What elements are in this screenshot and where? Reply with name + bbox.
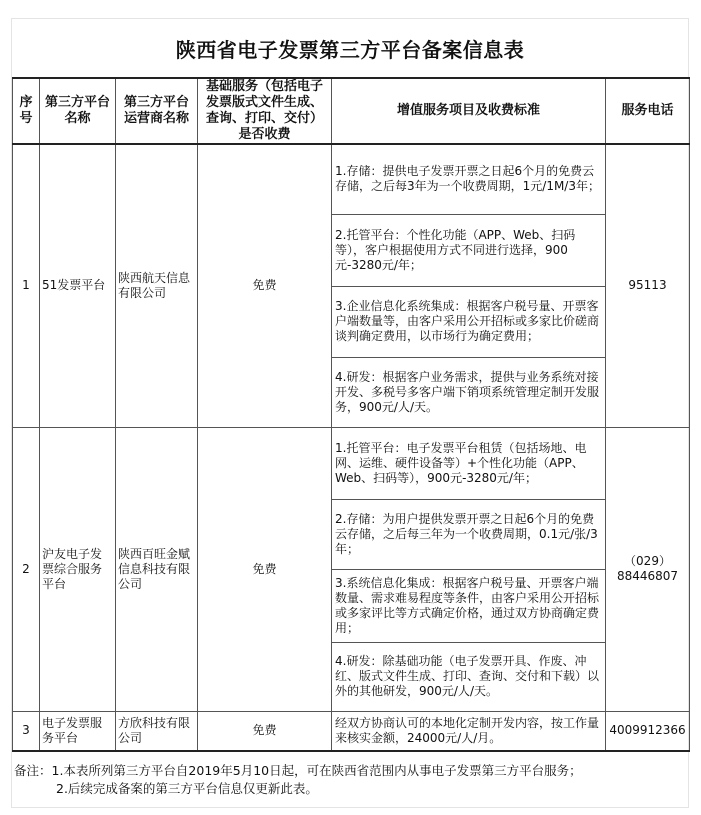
service-item: 2.托管平台：个性化功能（APP、Web、扫码等），客户根据使用方式不同进行选择，900元-3280元/年；	[332, 214, 606, 286]
phone-cell: 95113	[606, 144, 690, 427]
seq-cell: 1	[13, 144, 40, 427]
service-item: 4.研发：根据客户业务需求，提供与业务系统对接开发、多税号多客户端下销项系统管理定制开发服务，900元/人/天。	[332, 357, 606, 427]
operator-cell: 陕西百旺金赋信息科技有限公司	[116, 427, 198, 711]
seq-cell: 3	[13, 711, 40, 751]
basic-fee-cell: 免费	[198, 144, 332, 427]
service-item: 3.系统信息化集成：根据客户税号量、开票客户端数量、需求难易程度等条件，由客户采用公开招标或多家评比等方式确定价格，通过双方协商确定费用；	[332, 569, 606, 642]
page-title: 陕西省电子发票第三方平台备案信息表	[175, 37, 525, 62]
phone-cell	[606, 427, 690, 711]
operator-cell: 陕西航天信息有限公司	[116, 144, 198, 427]
header-seq: 序号	[13, 78, 40, 144]
basic-fee-cell: 免费	[198, 427, 332, 711]
note-line: 2.后续完成备案的第三方平台信息仅更新此表。	[56, 781, 318, 796]
header-phone: 服务电话	[606, 78, 690, 144]
service-item: 1.托管平台：电子发票平台租赁（包括场地、电网、运维、硬件设备等）+个性化功能（APP、Web、扫码等），900元-3280元/年；	[332, 427, 606, 499]
service-item: 1.存储：提供电子发票开票之日起6个月的免费云存储，之后每3年为一个收费周期，1元/1M/3年；	[332, 144, 606, 214]
service-item: 4.研发：除基础功能（电子发票开具、作废、冲红、版式文件生成、打印、查询、交付和下载）以外的其他研发，900元/人/天。	[332, 642, 606, 711]
note-line: 备注：1.本表所列第三方平台自2019年5月10日起，可在陕西省范围内从事电子发票第三方平台服务；	[14, 763, 582, 778]
header-services: 增值服务项目及收费标准	[332, 78, 606, 144]
phone-line: （029）	[624, 554, 671, 568]
table-row	[13, 427, 690, 499]
notes	[14, 762, 582, 798]
platform-table	[12, 77, 690, 752]
table-row	[13, 144, 690, 214]
header-platform: 第三方平台名称	[40, 78, 116, 144]
operator-cell: 方欣科技有限公司	[116, 711, 198, 751]
basic-fee-cell: 免费	[198, 711, 332, 751]
seq-cell: 2	[13, 427, 40, 711]
platform-cell: 51发票平台	[40, 144, 116, 427]
phone-line: 88446807	[616, 569, 679, 583]
service-item: 经双方协商认可的本地化定制开发内容，按工作量来核实金额，24000元/人/月。	[332, 711, 606, 751]
platform-cell: 沪友电子发票综合服务平台	[40, 427, 116, 711]
header-operator: 第三方平台运营商名称	[116, 78, 198, 144]
service-item: 2.存储：为用户提供发票开票之日起6个月的免费云存储，之后每三年为一个收费周期，0.1元/张/3年；	[332, 499, 606, 569]
header-basic-fee: 基础服务（包括电子发票版式文件生成、查询、打印、交付）是否收费	[198, 78, 332, 144]
service-item: 3.企业信息化系统集成：根据客户税号量、开票客户端数量等，由客户采用公开招标或多家比价磋商谈判确定费用，以市场行为确定费用；	[332, 286, 606, 357]
header-row	[13, 78, 690, 144]
platform-cell: 电子发票服务平台	[40, 711, 116, 751]
phone-cell: 4009912366	[606, 711, 690, 751]
table-row	[13, 711, 690, 751]
